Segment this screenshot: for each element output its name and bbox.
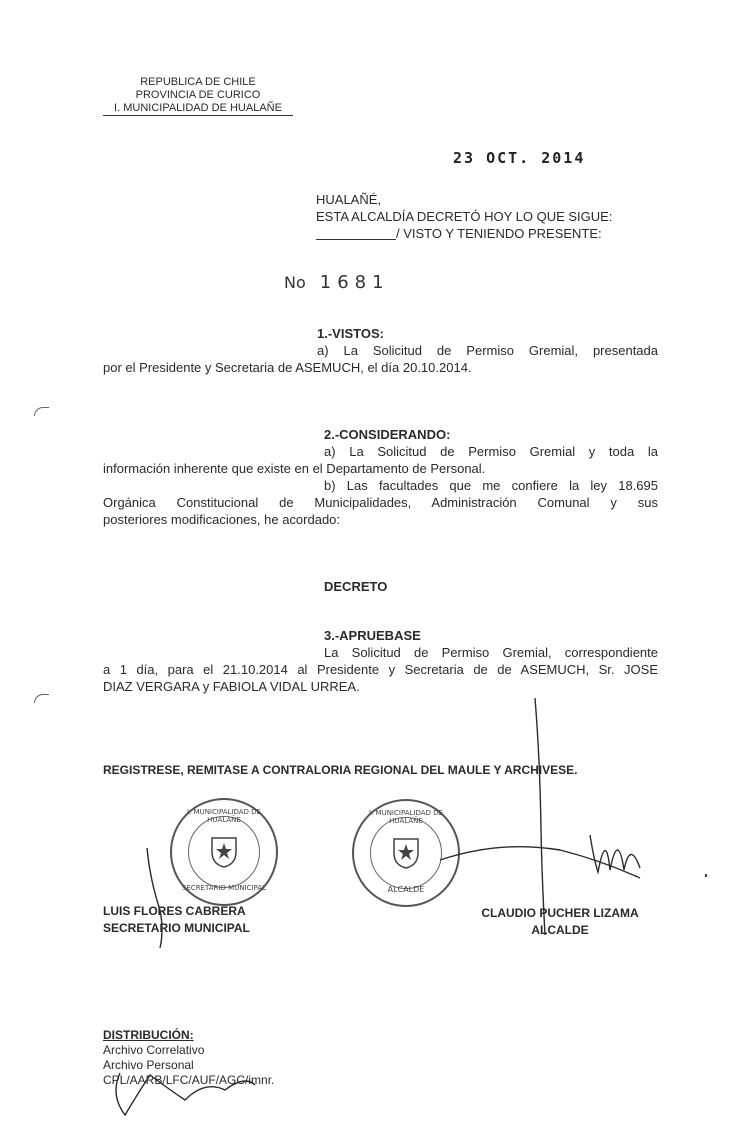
- apruebase-line2: a 1 día, para el 21.10.2014 al Presidente y Secretaria de de ASEMUCH, Sr. JOSE: [103, 662, 658, 677]
- preamble-visto: / VISTO Y TENIENDO PRESENTE:: [396, 226, 602, 241]
- considerando-heading: 2.-CONSIDERANDO:: [324, 427, 451, 442]
- distribucion-item: Archivo Personal: [103, 1058, 194, 1072]
- signature-alcalde: [440, 698, 640, 935]
- seal-secretario-bottom: SECRETARIO MUNICIPAL: [181, 884, 267, 892]
- letterhead-country: REPUBLICA DE CHILE: [140, 76, 256, 88]
- vistos-a-first: a) La Solicitud de Permiso Gremial, presentada: [317, 343, 658, 358]
- apruebase-line1: La Solicitud de Permiso Gremial, correspondiente: [324, 645, 658, 660]
- signatory-secretario: [103, 903, 250, 937]
- decree-number-value: 1681: [319, 272, 390, 293]
- vistos-heading: 1.-VISTOS:: [317, 326, 384, 341]
- considerando-a-first: a) La Solicitud de Permiso Gremial y toda la: [324, 444, 658, 459]
- date-stamp: 23 OCT. 2014: [453, 149, 586, 167]
- letterhead-municipality: I. MUNICIPALIDAD DE HUALAÑE: [103, 102, 293, 116]
- stray-mark: [705, 874, 707, 877]
- seal-alcalde-bottom: ALCALDE: [387, 885, 425, 894]
- distribucion-item: CPL/AARB/LFC/AUF/AGC/imnr.: [103, 1073, 275, 1087]
- vistos-a-rest: por el Presidente y Secretaria de ASEMUCH, el día 20.10.2014.: [103, 360, 472, 375]
- distribucion: [103, 1028, 274, 1088]
- considerando-b-line3: posteriores modificaciones, he acordado:: [103, 512, 341, 527]
- distribucion-item: Archivo Correlativo: [103, 1043, 205, 1057]
- seal-alcalde-top: I. MUNICIPALIDAD DE HUALAÑE: [369, 809, 443, 825]
- signatory-secretario-name: LUIS FLORES CABRERA: [103, 904, 246, 918]
- preamble-place: HUALAÑÉ,: [316, 192, 382, 207]
- apruebase-heading: 3.-APRUEBASE: [324, 628, 421, 643]
- registrese-line: REGISTRESE, REMITASE A CONTRALORIA REGIONAL DEL MAULE Y ARCHIVESE.: [103, 763, 578, 777]
- considerando-a-rest: información inherente que existe en el Departamento de Personal.: [103, 461, 486, 476]
- considerando-b-first: b) Las facultades que me confiere la ley 18.695: [324, 478, 658, 493]
- apruebase-line3: DIAZ VERGARA y FABIOLA VIDAL URREA.: [103, 679, 360, 694]
- signatory-alcalde-name: CLAUDIO PUCHER LIZAMA: [481, 906, 639, 920]
- decreto-heading: DECRETO: [324, 579, 388, 594]
- considerando-b-line2: Orgánica Constitucional de Municipalidades, Administración Comunal y sus: [103, 495, 658, 510]
- signatory-secretario-title: SECRETARIO MUNICIPAL: [103, 921, 250, 935]
- signatory-alcalde-title: ALCALDE: [531, 923, 589, 937]
- seal-secretario-top: I. MUNICIPALIDAD DE HUALAÑE: [187, 808, 261, 824]
- decree-number-prefix: No: [284, 273, 306, 292]
- distribucion-heading: DISTRIBUCIÓN:: [103, 1028, 194, 1042]
- letterhead-province: PROVINCIA DE CURICO: [135, 89, 261, 101]
- signatory-alcalde: [470, 905, 650, 939]
- preamble-line: ESTA ALCALDÍA DECRETÓ HOY LO QUE SIGUE:: [316, 209, 613, 224]
